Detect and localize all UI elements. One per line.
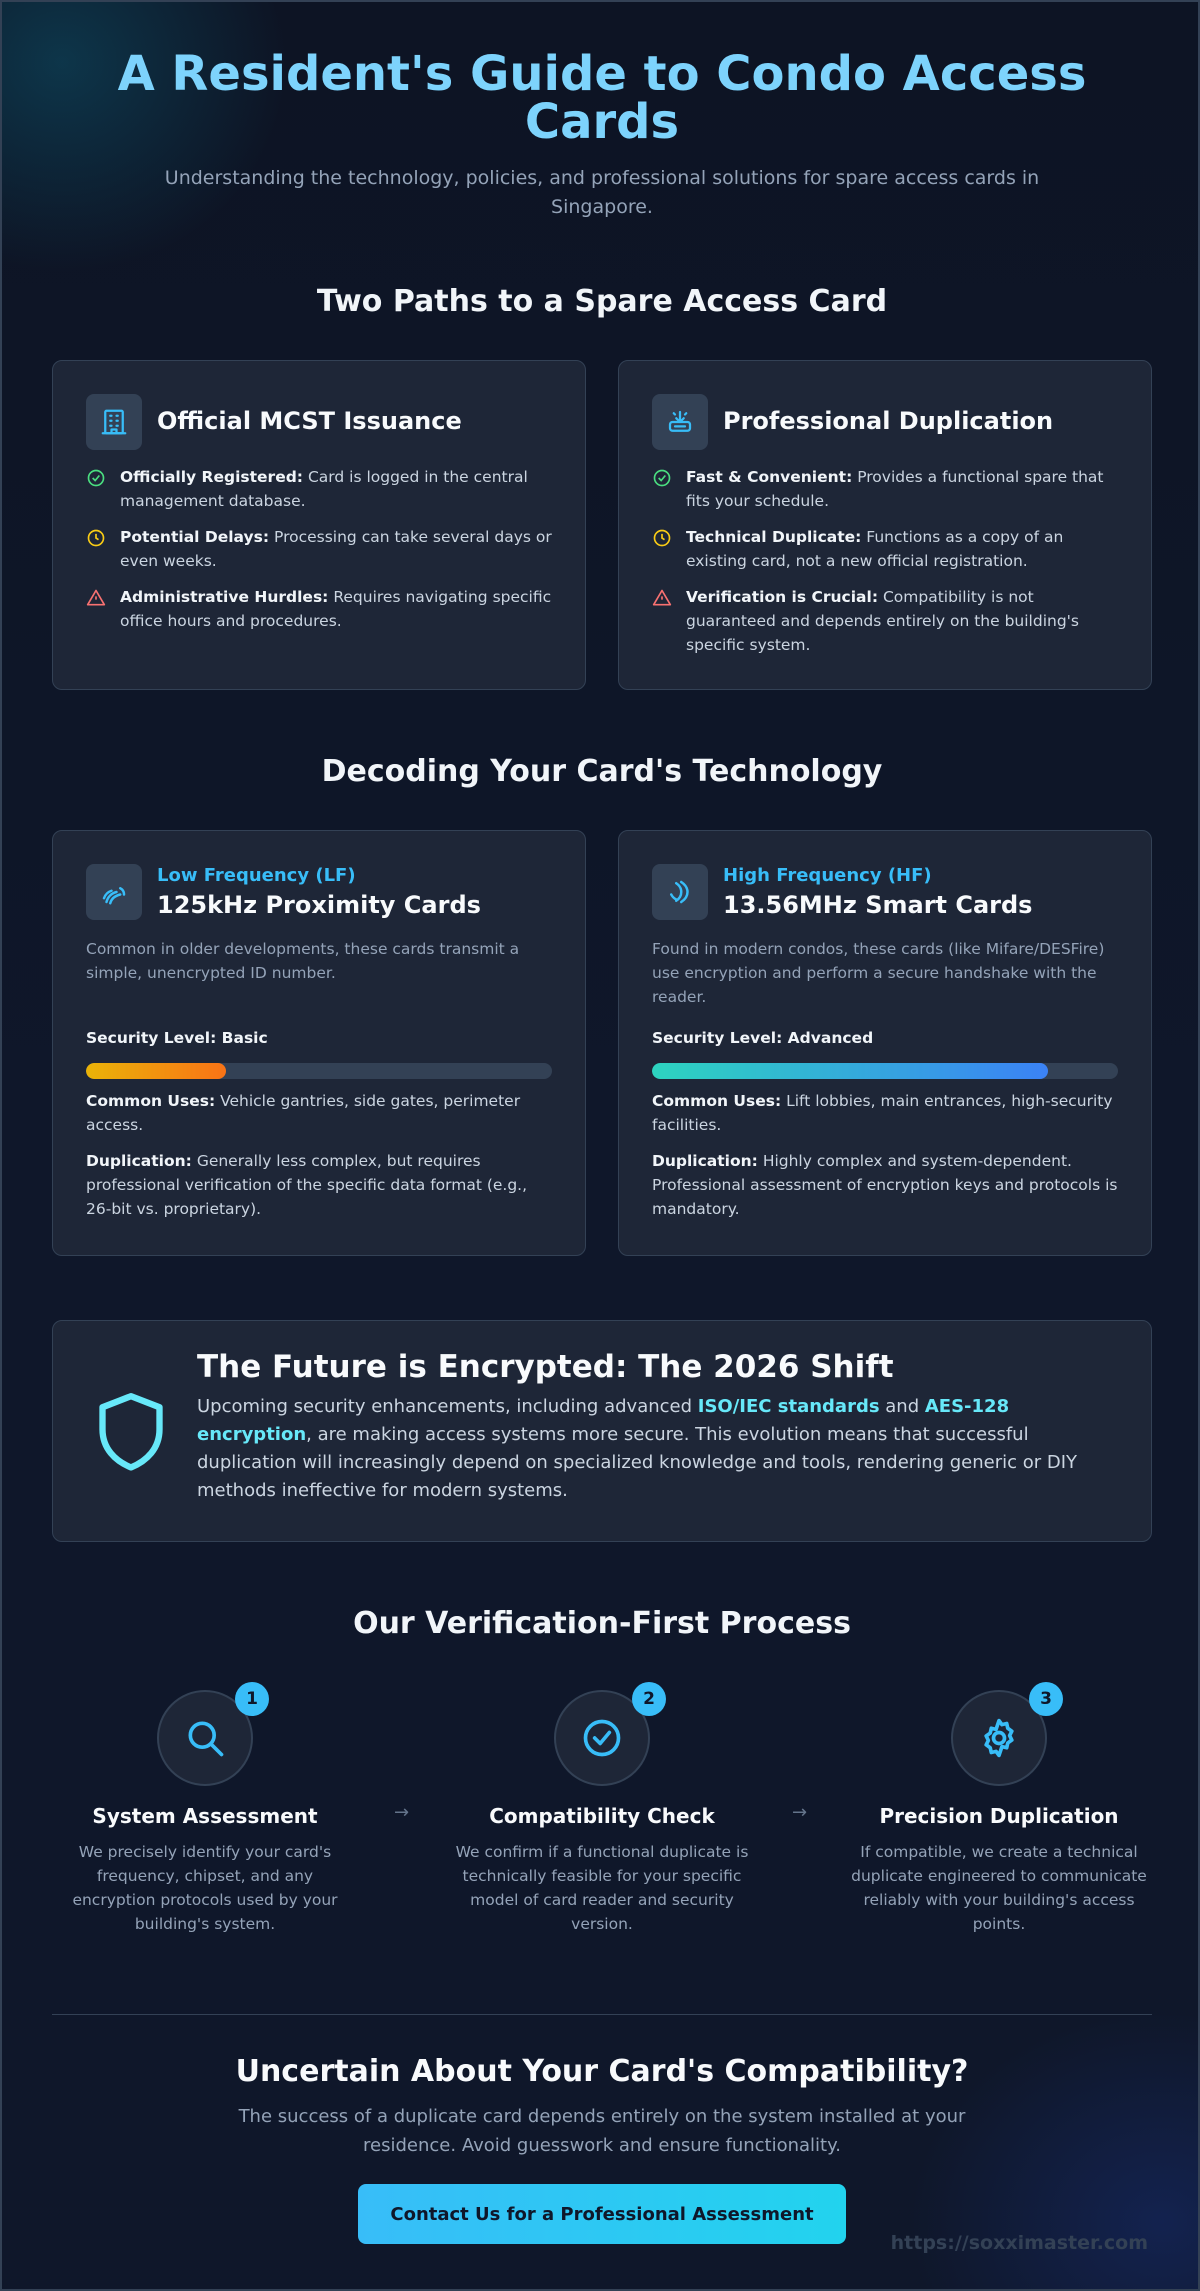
- lf-description: Common in older developments, these cards transmit a simple, unencrypted ID number.: [86, 940, 520, 982]
- bullet-label: Administrative Hurdles:: [120, 588, 329, 606]
- bullet-text: Provides a functional spare that fits your schedule.: [686, 468, 1104, 510]
- lf-card-title: 125kHz Proximity Cards: [157, 891, 481, 919]
- check-circle-icon: [86, 468, 106, 488]
- building-icon: [86, 394, 142, 450]
- check-circle-icon: [652, 468, 672, 488]
- bullet-label: Officially Registered:: [120, 468, 304, 486]
- duplication-text: Highly complex and system-dependent. Professional assessment of encryption keys and protocols is mandatory.: [652, 1152, 1118, 1218]
- bullet-text: Compatibility is not guaranteed and depends entirely on the building's specific system.: [686, 588, 1080, 654]
- wave-icon: [86, 864, 142, 920]
- duplication-item-fast: [652, 465, 1123, 513]
- check-circle-icon: [580, 1716, 624, 1760]
- page-title: A Resident's Guide to Condo Access Cards: [117, 46, 1087, 150]
- section-divider: [52, 2014, 1152, 2015]
- lf-card: [52, 830, 586, 1256]
- search-icon: [183, 1716, 227, 1760]
- mcst-item-delays: [86, 525, 557, 573]
- card-reader-icon: [652, 394, 708, 450]
- hf-security-label: Security Level: Advanced: [652, 1029, 874, 1047]
- uses-label: Common Uses:: [86, 1092, 216, 1110]
- gear-icon: [977, 1716, 1021, 1760]
- bullet-text: Requires navigating specific office hours and procedures.: [120, 588, 552, 630]
- cta-subtitle: The success of a duplicate card depends entirely on the system installed at your residence. Avoid guesswork and ensure functionality.: [238, 2106, 966, 2156]
- lf-security-bar: [86, 1063, 552, 1079]
- step-description: We confirm if a functional duplicate is technically feasible for your specific model of card reader and security version.: [455, 1843, 749, 1933]
- duplication-item-verification: [652, 585, 1123, 657]
- step-number-badge: 3: [1029, 1682, 1063, 1716]
- duplication-label: Duplication:: [652, 1152, 758, 1170]
- duplication-card-title: Professional Duplication: [723, 407, 1054, 435]
- future-title: The Future is Encrypted: The 2026 Shift: [197, 1349, 894, 1385]
- step-title: System Assessment: [92, 1804, 318, 1828]
- shield-icon: [93, 1389, 169, 1473]
- lf-kicker: Low Frequency (LF): [157, 865, 356, 886]
- clock-icon: [652, 528, 672, 548]
- step-description: If compatible, we create a technical duplicate engineered to communicate reliably with your building's access points.: [851, 1843, 1147, 1933]
- future-card: [52, 1320, 1152, 1542]
- paths-section-title: Two Paths to a Spare Access Card: [316, 284, 888, 319]
- lf-duplication: [86, 1149, 555, 1221]
- hf-description: Found in modern condos, these cards (like Mifare/DESFire) use encryption and perform a secure handshake with the reader.: [652, 940, 1105, 1006]
- cta-title: Uncertain About Your Card's Compatibility?: [235, 2054, 969, 2089]
- hf-common-uses: [652, 1089, 1121, 1137]
- duplication-label: Duplication:: [86, 1152, 192, 1170]
- step-description: We precisely identify your card's frequency, chipset, and any encryption protocols used by your building's system.: [72, 1843, 338, 1933]
- watermark-url: https://soxximaster.com: [890, 2232, 1148, 2254]
- clock-icon: [86, 528, 106, 548]
- uses-text: Vehicle gantries, side gates, perimeter access.: [86, 1092, 521, 1134]
- hf-card: [618, 830, 1152, 1256]
- arrow-right-icon: →: [792, 1802, 808, 1823]
- mcst-card-title: Official MCST Issuance: [157, 407, 462, 435]
- hf-card-title: 13.56MHz Smart Cards: [723, 891, 1033, 919]
- hf-duplication: [652, 1149, 1121, 1221]
- bullet-text: Processing can take several days or even weeks.: [120, 528, 552, 570]
- hf-kicker: High Frequency (HF): [723, 865, 932, 886]
- future-highlight-iso: ISO/IEC standards: [697, 1396, 880, 1417]
- bullet-text: Card is logged in the central management database.: [120, 468, 528, 510]
- hf-security-bar-fill: [652, 1063, 1048, 1079]
- uses-text: Lift lobbies, main entrances, high-security facilities.: [652, 1092, 1113, 1134]
- mcst-item-hurdles: [86, 585, 557, 633]
- future-text-part: and: [879, 1396, 925, 1417]
- lf-security-bar-fill: [86, 1063, 226, 1079]
- lf-security-label: Security Level: Basic: [86, 1029, 268, 1047]
- bullet-label: Fast & Convenient:: [686, 468, 853, 486]
- page-subtitle: Understanding the technology, policies, and professional solutions for spare access cards in Singapore.: [164, 167, 1040, 218]
- future-highlight-aes: AES-128 encryption: [197, 1396, 1010, 1445]
- step-title: Precision Duplication: [879, 1804, 1119, 1828]
- step-title: Compatibility Check: [489, 1804, 715, 1828]
- arrow-right-icon: →: [394, 1802, 410, 1823]
- step-number-badge: 1: [235, 1682, 269, 1716]
- bullet-label: Verification is Crucial:: [686, 588, 879, 606]
- warning-icon: [652, 588, 672, 608]
- bullet-label: Potential Delays:: [120, 528, 270, 546]
- duplication-item-technical: [652, 525, 1123, 573]
- duplication-card: [618, 360, 1152, 690]
- hf-security-bar: [652, 1063, 1118, 1079]
- bullet-text: Functions as a copy of an existing card, not a new official registration.: [686, 528, 1064, 570]
- mcst-item-registered: [86, 465, 557, 513]
- uses-label: Common Uses:: [652, 1092, 782, 1110]
- contactless-icon: [652, 864, 708, 920]
- mcst-card: [52, 360, 586, 690]
- contact-assessment-button[interactable]: Contact Us for a Professional Assessment: [358, 2184, 846, 2244]
- lf-common-uses: [86, 1089, 555, 1137]
- duplication-text: Generally less complex, but requires professional verification of the specific data format (e.g., 26-bit vs. proprietary).: [86, 1152, 528, 1218]
- step-number-badge: 2: [632, 1682, 666, 1716]
- tech-section-title: Decoding Your Card's Technology: [321, 754, 883, 789]
- warning-icon: [86, 588, 106, 608]
- future-text: [197, 1393, 1091, 1505]
- bullet-label: Technical Duplicate:: [686, 528, 862, 546]
- future-text-part: , are making access systems more secure. This evolution means that successful duplication will increasingly depend on specialized knowledge and tools, rendering generic or DIY methods ineffective for modern systems.: [197, 1424, 1078, 1501]
- process-section-title: Our Verification-First Process: [353, 1606, 851, 1641]
- future-text-part: Upcoming security enhancements, including advanced: [197, 1396, 698, 1417]
